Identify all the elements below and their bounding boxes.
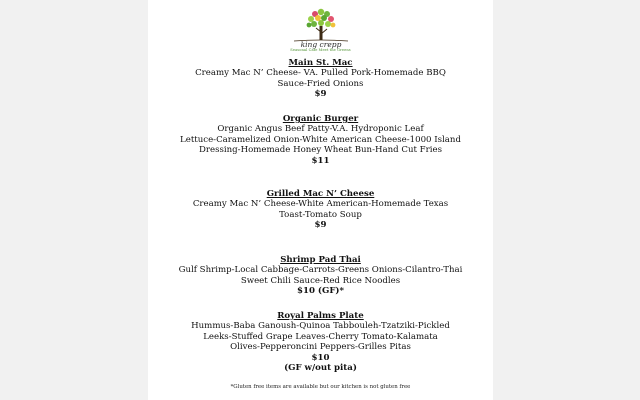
menu-item [148, 58, 493, 100]
menu-page [148, 0, 493, 400]
brand-tagline: Seasonal Cafe Meet the Greens [290, 48, 351, 52]
menu-item-price: $10 [311, 352, 330, 363]
menu-item-name: Grilled Mac N’ Cheese [266, 189, 375, 199]
menu-item-desc: Dressing-Homemade Honey Wheat Bun-Hand Cut Fries [198, 145, 442, 156]
menu-item-desc: Lettuce-Caramelized Onion-White American Cheese-1000 Island [180, 134, 461, 145]
menu-item-price: $9 [314, 220, 327, 231]
menu-item-note: (GF w/out pita) [284, 363, 357, 374]
menu-item-desc: Olives-Pepperoncini Peppers-Grilles Pitas [230, 342, 411, 353]
menu-item-desc: Creamy Mac N’ Cheese- VA. Pulled Pork-Homemade BBQ [195, 68, 446, 79]
menu-item-price: $9 [314, 89, 327, 100]
logo-wordmark: king crepp [300, 40, 342, 49]
menu-item-name: Royal Palms Plate [277, 311, 364, 321]
menu-item-desc: Creamy Mac N’ Cheese-White American-Homemade Texas [192, 199, 449, 210]
menu-item-name: Main St. Mac [288, 58, 353, 68]
menu-item-desc: Leeks-Stuffed Grape Leaves-Cherry Tomato-Kalamata [203, 331, 438, 342]
gluten-free-footnote: *Gluten free items are available but our kitchen is not gluten free [230, 384, 411, 390]
menu-item-desc: Gulf Shrimp-Local Cabbage-Carrots-Greens Onions-Cilantro-Thai [178, 265, 463, 276]
menu-item-desc: Sweet Chili Sauce-Red Rice Noodles [240, 275, 401, 286]
menu-item-price: $11 [311, 155, 330, 166]
menu-item-desc: Organic Angus Beef Patty-V.A. Hydroponic Leaf [217, 124, 424, 135]
menu-item [148, 311, 493, 373]
menu-item-desc: Sauce-Fried Onions [277, 78, 364, 89]
menu-item-desc: Hummus-Baba Ganoush-Quinoa Tabbouleh-Tzatziki-Pickled [191, 321, 450, 332]
menu-item-name: Organic Burger [282, 114, 359, 124]
menu-item [148, 114, 493, 166]
menu-item [148, 255, 493, 297]
menu-item-name: Shrimp Pad Thai [280, 255, 361, 265]
menu-item-desc: Toast-Tomato Soup [279, 209, 362, 220]
menu-item-price: $10 (GF)* [297, 286, 344, 297]
menu-item [148, 189, 493, 231]
